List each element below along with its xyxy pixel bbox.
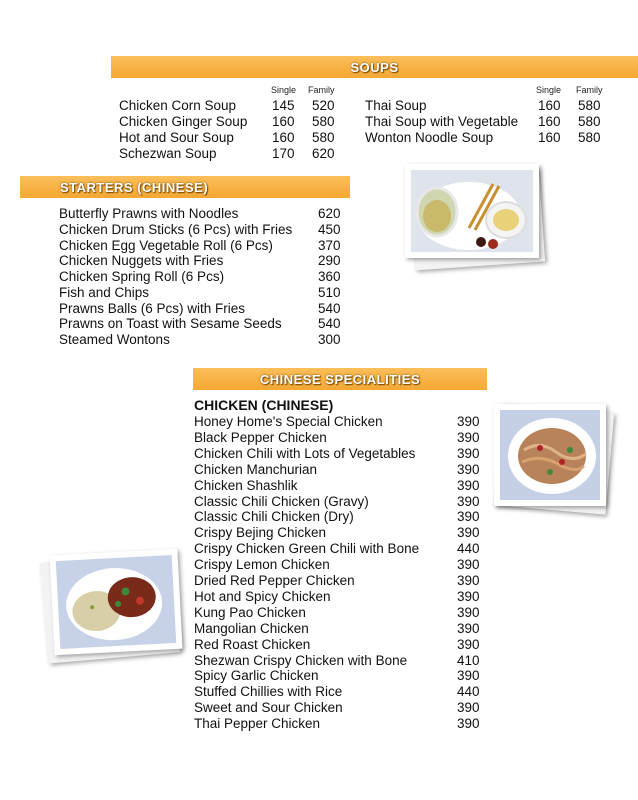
speciality-name: Shezwan Crispy Chicken with Bone bbox=[194, 652, 408, 668]
starter-name: Chicken Spring Roll (6 Pcs) bbox=[59, 269, 225, 284]
soups-left-family-header: Family bbox=[308, 85, 335, 95]
soup-single: 160 bbox=[538, 98, 561, 113]
speciality-name: Crispy Bejing Chicken bbox=[194, 525, 327, 541]
speciality-price: 390 bbox=[457, 604, 480, 620]
soup-family: 580 bbox=[312, 130, 335, 145]
soups-title: SOUPS bbox=[350, 59, 399, 75]
starter-name: Chicken Drum Sticks (6 Pcs) with Fries bbox=[59, 221, 293, 237]
starter-price: 290 bbox=[318, 253, 341, 269]
soups-left-single-header: Single bbox=[271, 85, 297, 95]
speciality-price: 390 bbox=[457, 461, 480, 477]
starters-title: STARTERS (CHINESE) bbox=[60, 179, 209, 195]
starter-price: 620 bbox=[318, 206, 341, 221]
soups-right-family-header: Family bbox=[576, 85, 603, 95]
speciality-price: 390 bbox=[457, 557, 480, 573]
speciality-name: Sweet and Sour Chicken bbox=[194, 700, 343, 716]
speciality-name: Black Pepper Chicken bbox=[194, 429, 327, 445]
chicken-photo bbox=[49, 549, 182, 656]
soup-single: 160 bbox=[538, 130, 561, 145]
speciality-price: 390 bbox=[457, 573, 480, 588]
soup-family: 580 bbox=[578, 114, 601, 129]
soup-single: 160 bbox=[272, 114, 295, 129]
speciality-price: 390 bbox=[457, 668, 480, 684]
specialities-banner bbox=[193, 368, 487, 390]
speciality-name: Kung Pao Chicken bbox=[194, 604, 306, 620]
starter-name: Chicken Egg Vegetable Roll (6 Pcs) bbox=[59, 237, 273, 253]
speciality-name: Crispy Lemon Chicken bbox=[194, 557, 330, 573]
starters-banner bbox=[20, 176, 350, 198]
speciality-price: 390 bbox=[457, 477, 480, 493]
starter-price: 300 bbox=[318, 332, 341, 347]
speciality-price: 390 bbox=[457, 588, 480, 604]
speciality-name: Dried Red Pepper Chicken bbox=[194, 573, 355, 588]
starter-price: 510 bbox=[318, 284, 341, 300]
starter-name: Chicken Nuggets with Fries bbox=[59, 253, 224, 269]
speciality-price: 390 bbox=[457, 429, 480, 445]
speciality-price: 440 bbox=[457, 684, 480, 700]
soup-single: 170 bbox=[272, 146, 295, 161]
soups-banner bbox=[111, 56, 638, 78]
starter-name: Prawns on Toast with Sesame Seeds bbox=[59, 316, 282, 332]
speciality-name: Chicken Manchurian bbox=[194, 461, 318, 477]
speciality-price: 390 bbox=[457, 414, 480, 429]
speciality-price: 390 bbox=[457, 700, 480, 716]
speciality-name: Mangolian Chicken bbox=[194, 620, 309, 636]
soup-name: Thai Soup with Vegetable bbox=[365, 114, 519, 129]
speciality-name: Crispy Chicken Green Chili with Bone bbox=[194, 541, 420, 557]
starter-name: Steamed Wontons bbox=[59, 332, 170, 347]
specialities-subtitle: CHICKEN (CHINESE) bbox=[194, 397, 334, 413]
speciality-name: Thai Pepper Chicken bbox=[194, 716, 321, 732]
soup-single: 145 bbox=[272, 98, 295, 113]
soup-name: Thai Soup bbox=[365, 98, 427, 113]
starter-price: 370 bbox=[318, 237, 341, 253]
specialities-title: CHINESE SPECIALITIES bbox=[259, 371, 421, 387]
soups-right-single-header: Single bbox=[536, 85, 562, 95]
starter-name: Fish and Chips bbox=[59, 284, 150, 300]
soup-single: 160 bbox=[538, 114, 561, 129]
speciality-price: 390 bbox=[457, 445, 480, 461]
speciality-name: Chicken Chili with Lots of Vegetables bbox=[194, 445, 416, 461]
soup-family: 620 bbox=[312, 146, 335, 161]
soup-single: 160 bbox=[272, 130, 295, 145]
speciality-price: 390 bbox=[457, 636, 480, 652]
speciality-name: Honey Home's Special Chicken bbox=[194, 414, 383, 429]
speciality-price: 390 bbox=[457, 493, 480, 509]
speciality-name: Red Roast Chicken bbox=[194, 636, 311, 652]
soup-photo bbox=[405, 164, 539, 258]
speciality-price: 390 bbox=[457, 620, 480, 636]
speciality-name: Classic Chili Chicken (Dry) bbox=[194, 509, 354, 525]
soup-family: 580 bbox=[312, 114, 335, 129]
soup-name: Schezwan Soup bbox=[119, 146, 217, 161]
starter-price: 540 bbox=[318, 300, 341, 316]
soup-family: 580 bbox=[578, 98, 601, 113]
soup-name: Chicken Corn Soup bbox=[119, 98, 237, 113]
speciality-name: Hot and Spicy Chicken bbox=[194, 588, 331, 604]
speciality-name: Classic Chili Chicken (Gravy) bbox=[194, 493, 369, 509]
speciality-price: 390 bbox=[457, 716, 480, 732]
starter-price: 450 bbox=[318, 221, 341, 237]
speciality-price: 390 bbox=[457, 525, 480, 541]
soup-family: 580 bbox=[578, 130, 601, 145]
speciality-price: 410 bbox=[457, 652, 480, 668]
noodle-photo bbox=[494, 404, 606, 506]
speciality-name: Spicy Garlic Chicken bbox=[194, 668, 319, 684]
starter-name: Butterfly Prawns with Noodles bbox=[59, 206, 239, 221]
soup-name: Chicken Ginger Soup bbox=[119, 114, 248, 129]
speciality-name: Chicken Shashlik bbox=[194, 477, 298, 493]
starter-price: 540 bbox=[318, 316, 341, 332]
soup-family: 520 bbox=[312, 98, 335, 113]
speciality-name: Stuffed Chillies with Rice bbox=[194, 684, 343, 700]
speciality-price: 390 bbox=[457, 509, 480, 525]
speciality-price: 440 bbox=[457, 541, 480, 557]
soup-name: Wonton Noodle Soup bbox=[365, 130, 494, 145]
starter-price: 360 bbox=[318, 269, 341, 284]
soup-name: Hot and Sour Soup bbox=[119, 130, 234, 145]
starter-name: Prawns Balls (6 Pcs) with Fries bbox=[59, 300, 246, 316]
